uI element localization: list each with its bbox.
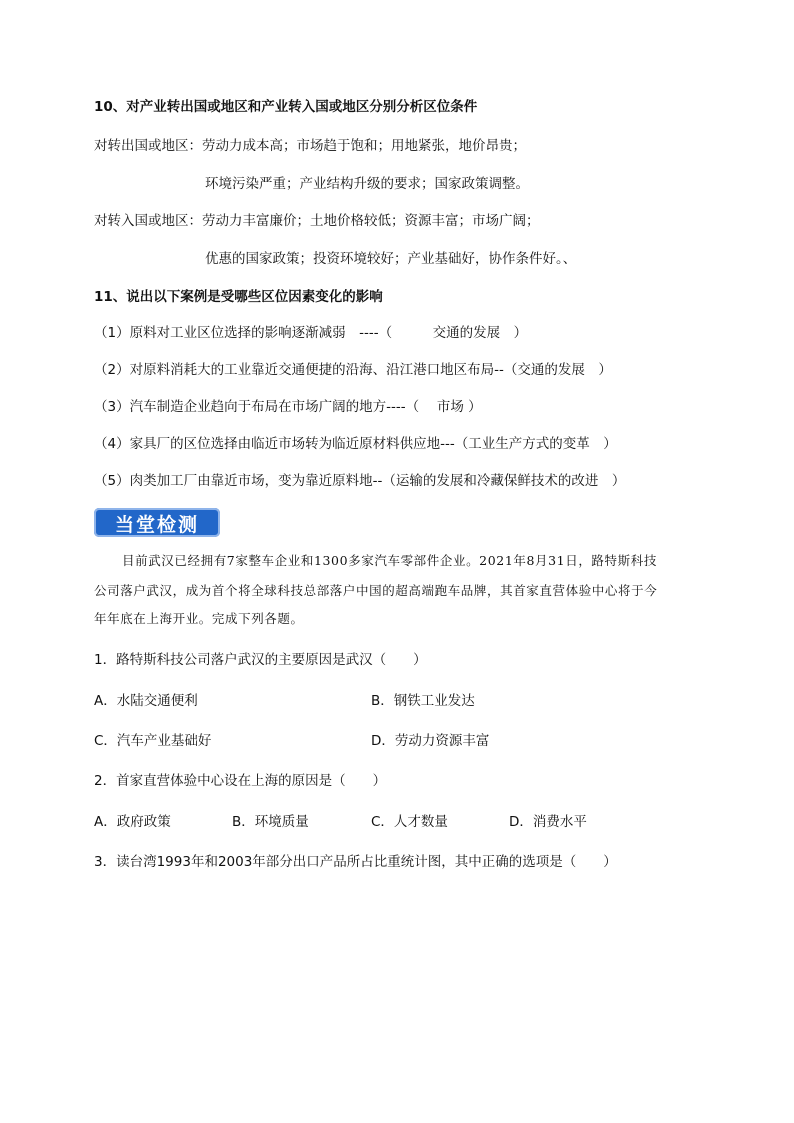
passage-line-2: 公司落户武汉，成为首个将全球科技总部落户中国的超高端跑车品牌，其首家直营体验中心将于今 [94, 583, 658, 598]
question-1-stem: 1．路特斯科技公司落户武汉的主要原因是武汉（ ） [94, 652, 427, 668]
section-10-in-line-2: 优惠的国家政策；投资环境较好；产业基础好，协作条件好。、 [205, 251, 577, 267]
section-11-item: （3）汽车制造企业趋向于布局在市场广阔的地方----（ 市场 ） [94, 399, 482, 415]
question-1-option-d[interactable]: D．劳动力资源丰富 [371, 733, 490, 749]
passage-line-3: 年年底在上海开业。完成下列各题。 [94, 611, 304, 626]
question-1-option-c[interactable]: C．汽车产业基础好 [94, 733, 212, 749]
section-11-item: （1）原料对工业区位选择的影响逐渐减弱 ----（ 交通的发展 ） [94, 325, 528, 341]
section-11-item: （5）肉类加工厂由靠近市场，变为靠近原料地--（运输的发展和冷藏保鲜技术的改进 ） [94, 473, 626, 489]
question-1-option-a[interactable]: A．水陆交通便利 [94, 693, 198, 709]
section-11-item: （2）对原料消耗大的工业靠近交通便捷的沿海、沿江港口地区布局--（交通的发展 ） [94, 362, 612, 378]
section-10-out-line-2: 环境污染严重；产业结构升级的要求；国家政策调整。 [205, 176, 529, 192]
section-11-item: （4）家具厂的区位选择由临近市场转为临近原材料供应地---（工业生产方式的变革 ） [94, 436, 617, 452]
question-2-option-c[interactable]: C．人才数量 [371, 814, 448, 830]
quiz-section-badge-label: 当堂检测 [114, 514, 199, 536]
section-10-out-line-1: 对转出国或地区：劳动力成本高；市场趋于饱和；用地紧张，地价昂贵； [94, 138, 526, 154]
section-11-heading: 11、说出以下案例是受哪些区位因素变化的影响 [94, 289, 383, 305]
question-2-option-b[interactable]: B．环境质量 [232, 814, 309, 830]
section-10-in-line-1: 对转入国或地区：劳动力丰富廉价；土地价格较低；资源丰富；市场广阔； [94, 213, 540, 229]
passage-line-1: 目前武汉已经拥有7家整车企业和1300多家汽车零部件企业。2021年8月31日，路特斯科技 [122, 553, 657, 568]
quiz-section-badge [94, 508, 220, 537]
question-3-stem: 3．读台湾1993年和2003年部分出口产品所占比重统计图，其中正确的选项是（ ） [94, 854, 617, 870]
question-2-stem: 2．首家直营体验中心设在上海的原因是（ ） [94, 773, 387, 789]
question-2-option-a[interactable]: A．政府政策 [94, 814, 171, 830]
question-1-option-b[interactable]: B．钢铁工业发达 [371, 693, 475, 709]
question-2-option-d[interactable]: D．消费水平 [509, 814, 587, 830]
section-10-heading: 10、对产业转出国或地区和产业转入国或地区分别分析区位条件 [94, 99, 478, 115]
